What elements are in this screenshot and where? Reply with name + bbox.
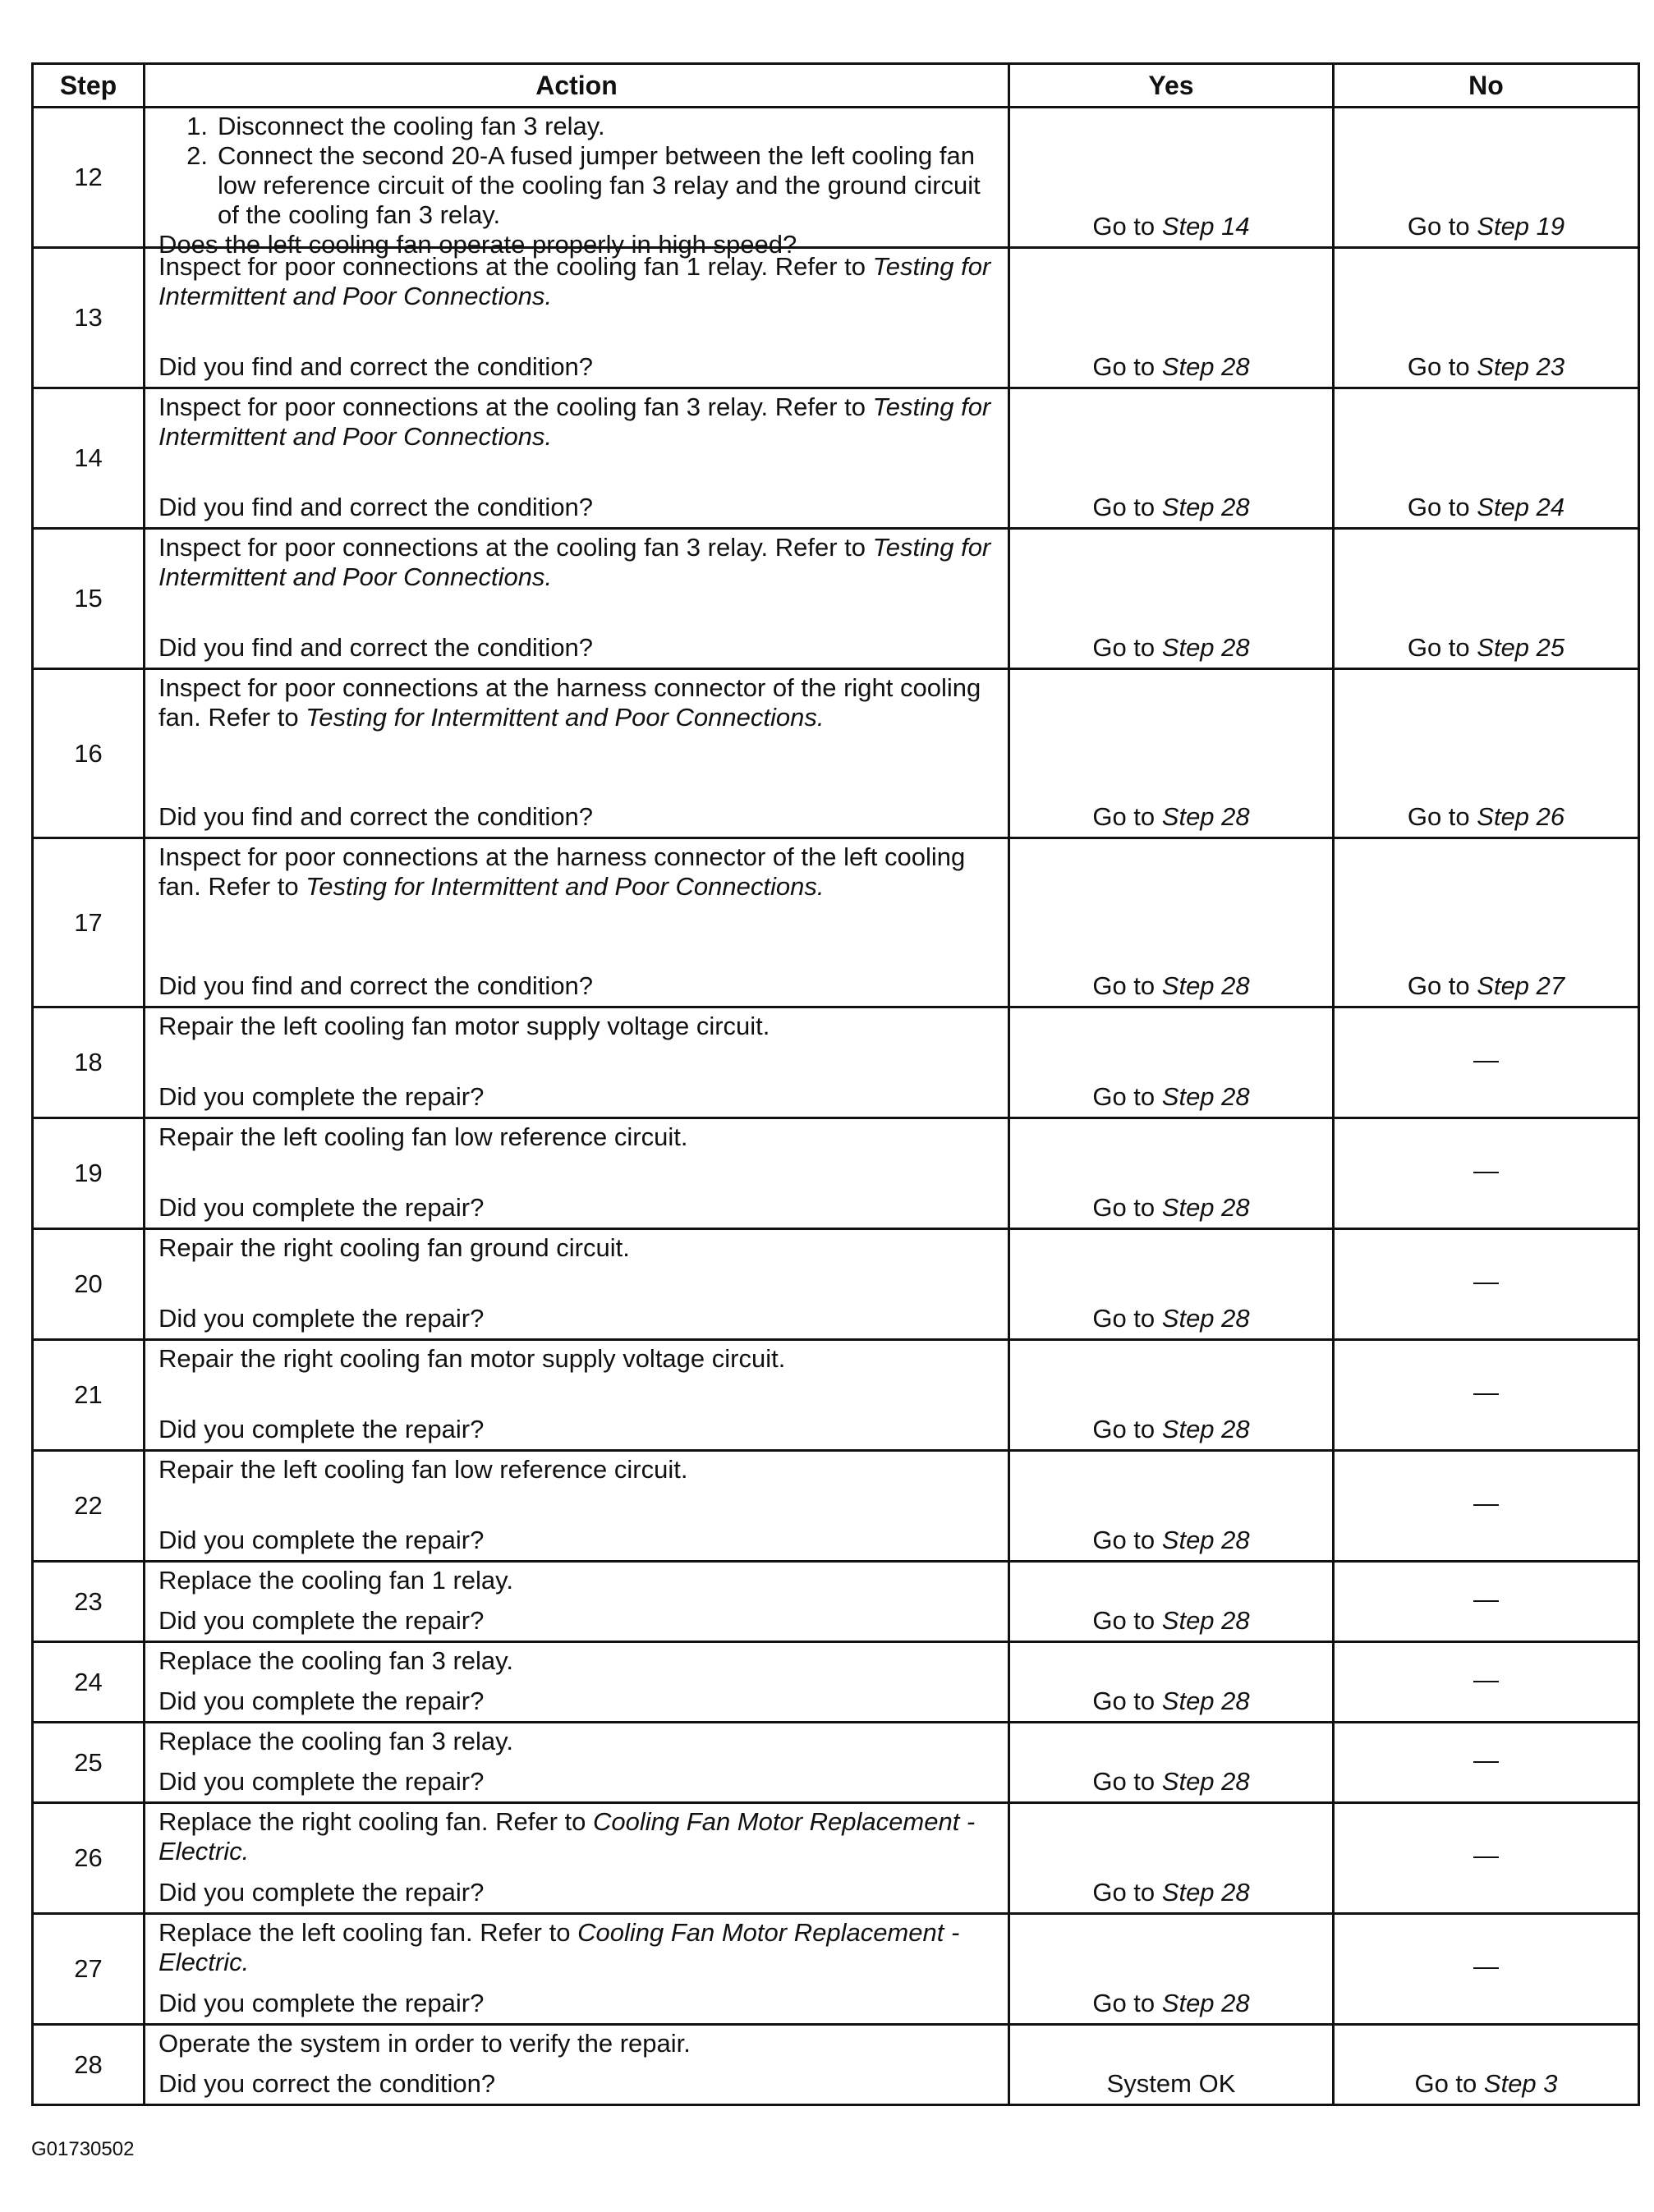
step-number: 28 [33,2025,145,2105]
yes-result-text: Go to [1092,352,1156,381]
action-cell [145,529,1009,669]
action-instruction [159,1344,995,1374]
yes-goto-step-link[interactable]: Step 28 [1161,971,1250,1000]
no-result [1334,1723,1639,1803]
no-result [1334,1451,1639,1562]
yes-result-text: Go to [1092,1304,1156,1333]
yes-result-text: Go to [1092,1606,1156,1635]
action-instruction [159,1233,995,1263]
no-result-text: — [1473,1045,1499,1074]
table-row [33,838,1639,1007]
yes-result-text: Go to [1092,1989,1156,2017]
no-result [1334,669,1639,838]
action-question: Did you complete the repair? [159,1304,485,1333]
action-cell [145,1229,1009,1340]
action-question: Does the left cooling fan operate properly in high speed? [159,230,797,259]
no-result-text: — [1473,1952,1499,1980]
no-result [1334,529,1639,669]
yes-result-text: Go to [1092,1526,1156,1554]
instruction-text: Repair the right cooling fan ground circuit. [159,1233,630,1262]
instruction-punctuation: . [544,422,553,451]
yes-goto-step-link[interactable]: Step 28 [1161,1526,1250,1554]
table-row [33,1229,1639,1340]
no-result-text: — [1473,1489,1499,1517]
step-number: 12 [33,108,145,248]
no-goto-step-link[interactable]: Step 25 [1477,633,1565,662]
yes-result [1009,1562,1334,1642]
yes-goto-step-link[interactable]: Step 28 [1161,1415,1250,1443]
action-cell [145,1562,1009,1642]
step-number: 24 [33,1642,145,1723]
yes-goto-step-link[interactable]: Step 28 [1161,1878,1250,1907]
yes-result-text: Go to [1092,493,1156,521]
instruction-text: Replace the cooling fan 3 relay. [159,1727,513,1755]
yes-goto-step-link[interactable]: Step 28 [1161,1304,1250,1333]
yes-goto-step-link[interactable]: Step 28 [1161,1687,1250,1715]
action-instruction [159,1727,995,1756]
table-row [33,1803,1639,1914]
no-result [1334,1118,1639,1229]
reference-link[interactable]: Testing for Intermittent and Poor Connections [306,872,817,901]
action-cell [145,1340,1009,1451]
action-instruction [159,1646,995,1676]
no-result-text: — [1473,1584,1499,1613]
step-number: 27 [33,1914,145,2025]
sub-step-number: 2. [186,141,208,170]
no-result [1334,838,1639,1007]
action-instruction [159,842,995,902]
no-result-text: — [1473,1267,1499,1296]
sub-step-text: Disconnect the cooling fan 3 relay. [218,112,605,140]
step-number: 19 [33,1118,145,1229]
step-number: 26 [33,1803,145,1914]
sub-step-number: 1. [186,112,208,140]
action-cell [145,1451,1009,1562]
step-number: 21 [33,1340,145,1451]
action-question: Did you find and correct the condition? [159,802,594,831]
table-row [33,1642,1639,1723]
no-result-text: Go to [1407,352,1470,381]
no-goto-step-link[interactable]: Step 19 [1477,212,1565,241]
action-cell [145,248,1009,388]
yes-result-text: Go to [1092,1767,1156,1796]
table-row [33,529,1639,669]
step-number: 25 [33,1723,145,1803]
yes-goto-step-link[interactable]: Step 28 [1161,1767,1250,1796]
instruction-punctuation: . [816,703,825,732]
action-cell [145,1803,1009,1914]
step-number: 16 [33,669,145,838]
no-result-text: — [1473,1378,1499,1407]
no-result [1334,108,1639,248]
sub-step [159,141,995,230]
action-instruction [159,1918,995,1977]
header-step: Step [33,64,145,108]
step-number: 22 [33,1451,145,1562]
no-result [1334,1562,1639,1642]
yes-goto-step-link[interactable]: Step 28 [1161,1606,1250,1635]
figure-id: G01730502 [31,2138,135,2160]
action-instruction [159,1807,995,1866]
yes-result [1009,669,1334,838]
yes-result-text: Go to [1092,1415,1156,1443]
table-row [33,1007,1639,1118]
action-question: Did you complete the repair? [159,1606,485,1635]
instruction-text: Inspect for poor connections at the cooling fan 1 relay. Refer to [159,252,873,281]
no-result [1334,388,1639,529]
no-result [1334,1229,1639,1340]
action-instruction [159,1122,995,1152]
instruction-punctuation: . [544,282,553,310]
step-number: 18 [33,1007,145,1118]
no-result-text: — [1473,1841,1499,1870]
no-result [1334,1642,1639,1723]
instruction-punctuation: . [241,1837,250,1866]
table-row [33,1451,1639,1562]
action-instruction [159,392,995,452]
no-result-text: Go to [1407,633,1470,662]
action-cell [145,669,1009,838]
instruction-text: Inspect for poor connections at the cooling fan 3 relay. Refer to [159,392,873,421]
table-row [33,108,1639,248]
yes-result [1009,1007,1334,1118]
yes-result [1009,838,1334,1007]
table-row [33,669,1639,838]
table-header-row [33,64,1639,108]
yes-result [1009,1451,1334,1562]
yes-result [1009,248,1334,388]
action-question: Did you complete the repair? [159,1415,485,1443]
action-question: Did you find and correct the condition? [159,633,594,662]
action-question: Did you find and correct the condition? [159,352,594,381]
action-question: Did you find and correct the condition? [159,971,594,1000]
action-cell [145,2025,1009,2105]
yes-result-text: Go to [1092,971,1156,1000]
yes-result-text: Go to [1092,1687,1156,1715]
action-instruction [159,533,995,592]
no-goto-step-link[interactable]: Step 24 [1477,493,1565,521]
no-result-text: Go to [1407,802,1470,831]
reference-link[interactable]: Testing for Intermittent and Poor Connections [159,252,991,310]
step-number: 15 [33,529,145,669]
yes-goto-step-link[interactable]: Step 28 [1161,352,1250,381]
no-result-text: Go to [1407,971,1470,1000]
no-result [1334,1007,1639,1118]
yes-result [1009,388,1334,529]
yes-result [1009,1642,1334,1723]
yes-result-text: System OK [1106,2069,1236,2098]
table-row [33,2025,1639,2105]
instruction-text: Repair the left cooling fan motor supply voltage circuit. [159,1012,770,1040]
instruction-text: Replace the right cooling fan. Refer to [159,1807,594,1836]
instruction-text: Replace the cooling fan 1 relay. [159,1566,513,1595]
no-result-text: Go to [1407,212,1470,241]
step-number: 13 [33,248,145,388]
yes-goto-step-link[interactable]: Step 14 [1161,212,1250,241]
action-question: Did you complete the repair? [159,1767,485,1796]
yes-goto-step-link[interactable]: Step 28 [1161,633,1250,662]
action-instruction [159,1455,995,1485]
action-instruction [159,673,995,732]
yes-result [1009,1118,1334,1229]
header-action: Action [145,64,1009,108]
instruction-text: Replace the left cooling fan. Refer to [159,1918,578,1947]
no-result [1334,2025,1639,2105]
no-result-text: Go to [1407,493,1470,521]
instruction-punctuation: . [816,872,825,901]
table-row [33,248,1639,388]
reference-link[interactable]: Cooling Fan Motor Replacement - Electric [159,1807,976,1866]
action-cell [145,108,1009,259]
yes-result [1009,1229,1334,1340]
instruction-text: Repair the left cooling fan low reference circuit. [159,1455,688,1484]
reference-link[interactable]: Testing for Intermittent and Poor Connections [159,533,991,591]
action-cell [145,838,1009,1007]
action-instruction [159,2029,995,2058]
table-row [33,1340,1639,1451]
yes-result-text: Go to [1092,802,1156,831]
no-result [1334,1803,1639,1914]
no-result-text: — [1473,1664,1499,1694]
instruction-text: Replace the cooling fan 3 relay. [159,1646,513,1675]
yes-result [1009,529,1334,669]
action-question: Did you find and correct the condition? [159,493,594,521]
yes-goto-step-link[interactable]: Step 28 [1161,1989,1250,2017]
no-goto-step-link[interactable]: Step 3 [1483,2069,1558,2098]
yes-result [1009,2025,1334,2105]
sub-step-text: Connect the second 20-A fused jumper between the left cooling fan low reference circuit of the cooling fan 3 relay and the ground circuit of the cooling fan 3 relay. [218,141,981,229]
reference-link[interactable]: Cooling Fan Motor Replacement - Electric [159,1918,960,1976]
table-row [33,1118,1639,1229]
instruction-text: Inspect for poor connections at the harness connector of the left cooling fan. Refer to [159,842,966,901]
step-number: 14 [33,388,145,529]
instruction-text: Inspect for poor connections at the cooling fan 3 relay. Refer to [159,533,873,562]
yes-result [1009,1340,1334,1451]
yes-result-text: Go to [1092,212,1156,241]
no-goto-step-link[interactable]: Step 23 [1477,352,1565,381]
yes-result [1009,1914,1334,2025]
no-goto-step-link[interactable]: Step 27 [1477,971,1565,1000]
action-cell [145,1723,1009,1803]
instruction-punctuation: . [544,562,553,591]
instruction-text: Repair the right cooling fan motor supply voltage circuit. [159,1344,786,1373]
action-question: Did you complete the repair? [159,1193,485,1222]
action-cell [145,388,1009,529]
action-instruction [159,1012,995,1041]
yes-goto-step-link[interactable]: Step 28 [1161,493,1250,521]
yes-result-text: Go to [1092,1082,1156,1111]
action-cell [145,1642,1009,1723]
action-instruction [159,252,995,311]
step-number: 17 [33,838,145,1007]
yes-result-text: Go to [1092,1193,1156,1222]
yes-result-text: Go to [1092,633,1156,662]
table-row [33,1723,1639,1803]
instruction-punctuation: . [241,1948,250,1976]
instruction-text: Repair the left cooling fan low reference circuit. [159,1122,688,1151]
no-goto-step-link[interactable]: Step 26 [1477,802,1565,831]
no-result-text: — [1473,1745,1499,1774]
action-question: Did you complete the repair? [159,1878,485,1907]
instruction-text: Inspect for poor connections at the harness connector of the right cooling fan. Refer to [159,673,981,732]
reference-link[interactable]: Testing for Intermittent and Poor Connections [159,392,991,451]
action-cell [145,1007,1009,1118]
yes-goto-step-link[interactable]: Step 28 [1161,1193,1250,1222]
action-question: Did you complete the repair? [159,1687,485,1715]
yes-goto-step-link[interactable]: Step 28 [1161,802,1250,831]
table-row [33,388,1639,529]
action-cell [145,1914,1009,2025]
instruction-text: Operate the system in order to verify the repair. [159,2029,691,2058]
action-question: Did you complete the repair? [159,1989,485,2017]
yes-result-text: Go to [1092,1878,1156,1907]
no-result-text: — [1473,1156,1499,1185]
action-question: Did you correct the condition? [159,2069,496,2098]
no-result-text: Go to [1414,2069,1477,2098]
yes-goto-step-link[interactable]: Step 28 [1161,1082,1250,1111]
no-result [1334,1340,1639,1451]
table-row [33,1562,1639,1642]
yes-result [1009,1723,1334,1803]
no-result [1334,1914,1639,2025]
sub-step [159,112,995,141]
action-cell [145,1118,1009,1229]
header-yes: Yes [1009,64,1334,108]
header-no: No [1334,64,1639,108]
reference-link[interactable]: Testing for Intermittent and Poor Connections [306,703,817,732]
yes-result [1009,1803,1334,1914]
diagnostic-table [31,62,1640,2106]
step-number: 20 [33,1229,145,1340]
no-result [1334,248,1639,388]
action-instruction [159,1566,995,1595]
action-question: Did you complete the repair? [159,1526,485,1554]
yes-result [1009,108,1334,248]
table-body [33,108,1639,2105]
table-row [33,1914,1639,2025]
action-question: Did you complete the repair? [159,1082,485,1111]
step-number: 23 [33,1562,145,1642]
